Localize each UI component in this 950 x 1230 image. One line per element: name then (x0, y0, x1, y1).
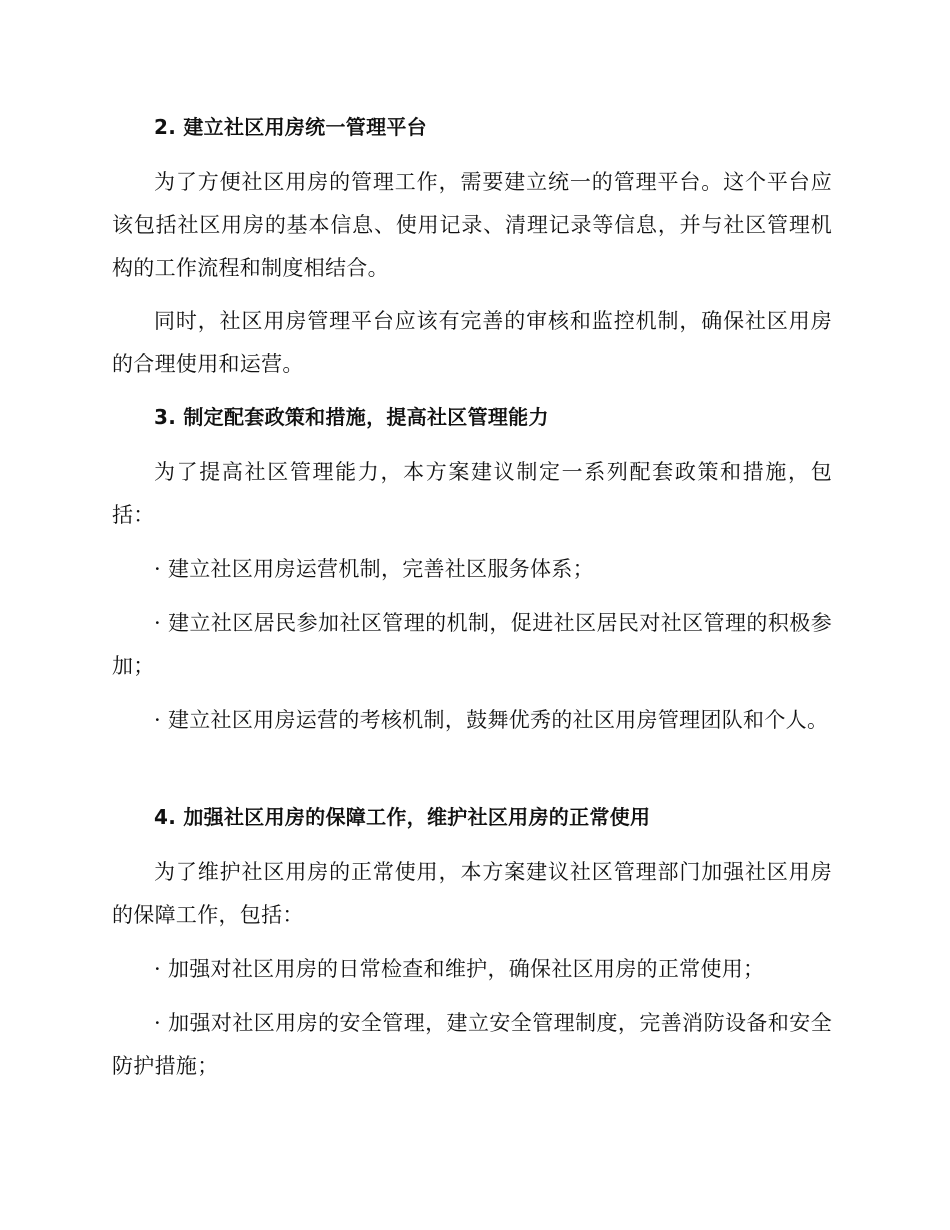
section-4-paragraph-1: 为了维护社区用房的正常使用，本方案建议社区管理部门加强社区用房的保障工作，包括： (112, 860, 832, 927)
section-2-paragraph-2: 同时，社区用房管理平台应该有完善的审核和监控机制，确保社区用房的合理使用和运营。 (112, 309, 832, 376)
section-2-paragraph-1: 为了方便社区用房的管理工作，需要建立统一的管理平台。这个平台应该包括社区用房的基本信息、使用记录、清理记录等信息，并与社区管理机构的工作流程和制度相结合。 (112, 170, 832, 280)
section-3-paragraph-1: 为了提高社区管理能力，本方案建议制定一系列配套政策和措施，包括： (112, 460, 832, 527)
section-4-bullet-1: · 加强对社区用房的日常检查和维护，确保社区用房的正常使用； (154, 957, 765, 981)
section-4-heading: 4. 加强社区用房的保障工作，维护社区用房的正常使用 (154, 805, 651, 829)
section-3-bullet-2: · 建立社区居民参加社区管理的机制，促进社区居民对社区管理的积极参加； (112, 611, 832, 678)
section-3-bullet-1: · 建立社区用房运营机制，完善社区服务体系； (154, 557, 594, 581)
section-3-heading: 3. 制定配套政策和措施，提高社区管理能力 (154, 405, 549, 429)
section-3-bullet-3: · 建立社区用房运营的考核机制，鼓舞优秀的社区用房管理团队和个人。 (154, 708, 829, 732)
section-2-heading: 2. 建立社区用房统一管理平台 (154, 115, 427, 139)
section-4-bullet-2: · 加强对社区用房的安全管理，建立安全管理制度，完善消防设备和安全防护措施； (112, 1011, 832, 1078)
